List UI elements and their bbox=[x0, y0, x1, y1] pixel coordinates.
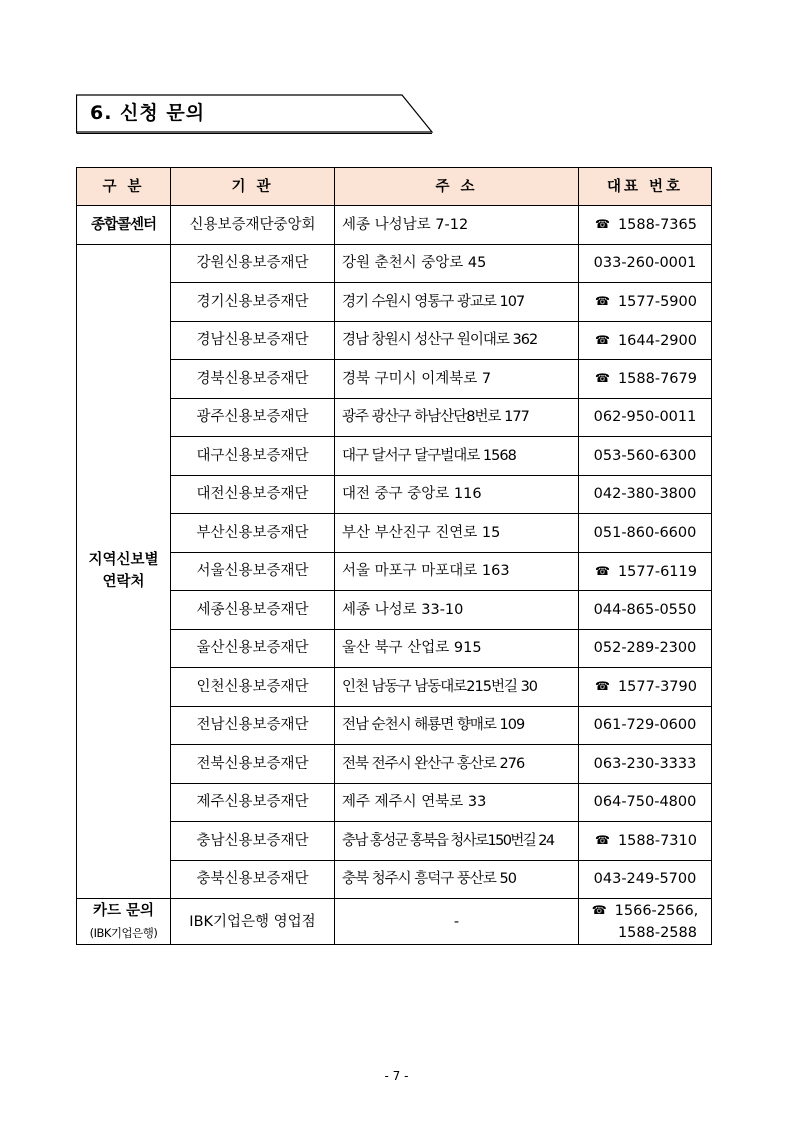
address-cell: 경북 구미시 이계북로 7 bbox=[335, 360, 579, 399]
category-line: 연락처 bbox=[102, 574, 145, 591]
address-cell: - bbox=[335, 899, 579, 945]
address-cell: 대구 달서구 달구벌대로 1568 bbox=[335, 437, 579, 476]
table-header-row bbox=[77, 168, 712, 206]
phone-cell bbox=[579, 860, 712, 899]
phone-number: 052-289-2300 bbox=[593, 640, 697, 657]
table-row bbox=[77, 591, 712, 630]
org-cell: 세종신용보증재단 bbox=[171, 591, 335, 630]
table-row bbox=[77, 860, 712, 899]
phone-icon: ☎ bbox=[595, 679, 610, 694]
table-row bbox=[77, 244, 712, 283]
address-cell: 충남 홍성군 홍북읍 청사로150번길 24 bbox=[335, 822, 579, 861]
address-cell: 울산 북구 산업로 915 bbox=[335, 629, 579, 668]
header-phone: 대표 번호 bbox=[579, 168, 712, 206]
org-cell: 제주신용보증재단 bbox=[171, 783, 335, 822]
phone-number: 1588-7310 bbox=[617, 833, 697, 850]
phone-number: 1577-6119 bbox=[617, 563, 697, 580]
org-cell: 경북신용보증재단 bbox=[171, 360, 335, 399]
table-row bbox=[77, 552, 712, 591]
address-cell: 전북 전주시 완산구 홍산로 276 bbox=[335, 745, 579, 784]
phone-cell bbox=[579, 552, 712, 591]
phone-cell bbox=[579, 321, 712, 360]
category-line: 카드 문의 bbox=[92, 902, 155, 919]
phone-cell bbox=[579, 398, 712, 437]
org-cell: 충남신용보증재단 bbox=[171, 822, 335, 861]
org-cell: 경남신용보증재단 bbox=[171, 321, 335, 360]
table-row bbox=[77, 360, 712, 399]
phone-icon: ☎ bbox=[595, 294, 610, 309]
org-cell: 광주신용보증재단 bbox=[171, 398, 335, 437]
phone-number: 043-249-5700 bbox=[593, 871, 697, 888]
address-cell: 세종 나성남로 7-12 bbox=[335, 206, 579, 245]
org-cell: 충북신용보증재단 bbox=[171, 860, 335, 899]
phone-number: 044-865-0550 bbox=[593, 601, 697, 618]
address-cell: 전남 순천시 해룡면 향매로 109 bbox=[335, 706, 579, 745]
phone-number: 061-729-0600 bbox=[593, 717, 697, 734]
phone-cell bbox=[579, 591, 712, 630]
phone-cell bbox=[579, 668, 712, 707]
phone-icon: ☎ bbox=[595, 332, 610, 347]
section-title: 6. 신청 문의 bbox=[90, 102, 206, 124]
phone-number: 042-380-3800 bbox=[593, 486, 697, 503]
phone-icon: ☎ bbox=[595, 217, 610, 232]
phone-cell bbox=[579, 437, 712, 476]
org-cell: IBK기업은행 영업점 bbox=[171, 899, 335, 945]
table-row bbox=[77, 398, 712, 437]
phone-number: 063-230-3333 bbox=[593, 755, 697, 772]
phone-cell bbox=[579, 745, 712, 784]
table-row bbox=[77, 283, 712, 322]
address-cell: 경기 수원시 영통구 광교로 107 bbox=[335, 283, 579, 322]
phone-number: 1588-7365 bbox=[617, 217, 697, 234]
header-organization: 기 관 bbox=[171, 168, 335, 206]
phone-cell bbox=[579, 244, 712, 283]
phone-cell bbox=[579, 283, 712, 322]
phone-number: 064-750-4800 bbox=[593, 794, 697, 811]
org-cell: 울산신용보증재단 bbox=[171, 629, 335, 668]
address-cell: 세종 나성로 33-10 bbox=[335, 591, 579, 630]
table-row bbox=[77, 783, 712, 822]
header-address: 주 소 bbox=[335, 168, 579, 206]
address-cell: 인천 남동구 남동대로215번길 30 bbox=[335, 668, 579, 707]
header-category: 구 분 bbox=[77, 168, 171, 206]
table-row bbox=[77, 706, 712, 745]
address-cell: 광주 광산구 하남산단8번로 177 bbox=[335, 398, 579, 437]
phone-cell bbox=[579, 206, 712, 245]
org-cell: 경기신용보증재단 bbox=[171, 283, 335, 322]
phone-number: 051-860-6600 bbox=[593, 524, 697, 541]
phone-cell bbox=[579, 360, 712, 399]
address-cell: 강원 춘천시 중앙로 45 bbox=[335, 244, 579, 283]
section-heading bbox=[76, 94, 434, 134]
phone-number: 033-260-0001 bbox=[593, 255, 697, 272]
phone-icon: ☎ bbox=[595, 833, 610, 848]
address-cell: 경남 창원시 성산구 원이대로 362 bbox=[335, 321, 579, 360]
address-cell: 제주 제주시 연북로 33 bbox=[335, 783, 579, 822]
table-row bbox=[77, 822, 712, 861]
table-row bbox=[77, 668, 712, 707]
phone-number: 1577-3790 bbox=[617, 679, 697, 696]
table-row bbox=[77, 437, 712, 476]
phone-icon: ☎ bbox=[595, 371, 610, 386]
contact-table bbox=[76, 167, 712, 945]
org-cell: 대구신용보증재단 bbox=[171, 437, 335, 476]
org-cell: 인천신용보증재단 bbox=[171, 668, 335, 707]
org-cell: 대전신용보증재단 bbox=[171, 475, 335, 514]
phone-cell bbox=[579, 822, 712, 861]
table-row bbox=[77, 475, 712, 514]
phone-icon: ☎ bbox=[595, 563, 610, 578]
category-card bbox=[77, 899, 171, 945]
phone-cell bbox=[579, 514, 712, 553]
phone-number: 053-560-6300 bbox=[593, 447, 697, 464]
org-cell: 전남신용보증재단 bbox=[171, 706, 335, 745]
phone-number: 1644-2900 bbox=[617, 332, 697, 349]
address-cell: 서울 마포구 마포대로 163 bbox=[335, 552, 579, 591]
table-row bbox=[77, 745, 712, 784]
category-regional bbox=[77, 244, 171, 899]
org-cell: 강원신용보증재단 bbox=[171, 244, 335, 283]
phone-line bbox=[579, 899, 711, 922]
table-row-card bbox=[77, 899, 712, 945]
phone-number: 1588-7679 bbox=[617, 371, 697, 388]
phone-number: 1588-2588 bbox=[617, 925, 697, 941]
org-cell: 신용보증재단중앙회 bbox=[171, 206, 335, 245]
category-line: 지역신보별 bbox=[88, 552, 159, 569]
phone-number: 1577-5900 bbox=[617, 294, 697, 311]
phone-cell bbox=[579, 706, 712, 745]
address-cell: 충북 청주시 흥덕구 풍산로 50 bbox=[335, 860, 579, 899]
org-cell: 서울신용보증재단 bbox=[171, 552, 335, 591]
phone-number: 1566-2566, bbox=[614, 903, 699, 919]
address-cell: 대전 중구 중앙로 116 bbox=[335, 475, 579, 514]
phone-cell bbox=[579, 899, 712, 945]
table-row-call-center bbox=[77, 206, 712, 245]
phone-number: 062-950-0011 bbox=[593, 409, 697, 426]
table-row bbox=[77, 321, 712, 360]
category-sub: (IBK기업은행) bbox=[89, 925, 158, 940]
page-number: - 7 - bbox=[384, 1069, 409, 1083]
table-row bbox=[77, 629, 712, 668]
category-call-center: 종합콜센터 bbox=[77, 206, 171, 245]
address-cell: 부산 부산진구 진연로 15 bbox=[335, 514, 579, 553]
phone-icon: ☎ bbox=[591, 903, 607, 917]
phone-cell bbox=[579, 629, 712, 668]
org-cell: 전북신용보증재단 bbox=[171, 745, 335, 784]
org-cell: 부산신용보증재단 bbox=[171, 514, 335, 553]
table-row bbox=[77, 514, 712, 553]
phone-cell bbox=[579, 783, 712, 822]
table-body bbox=[77, 206, 712, 945]
phone-cell bbox=[579, 475, 712, 514]
